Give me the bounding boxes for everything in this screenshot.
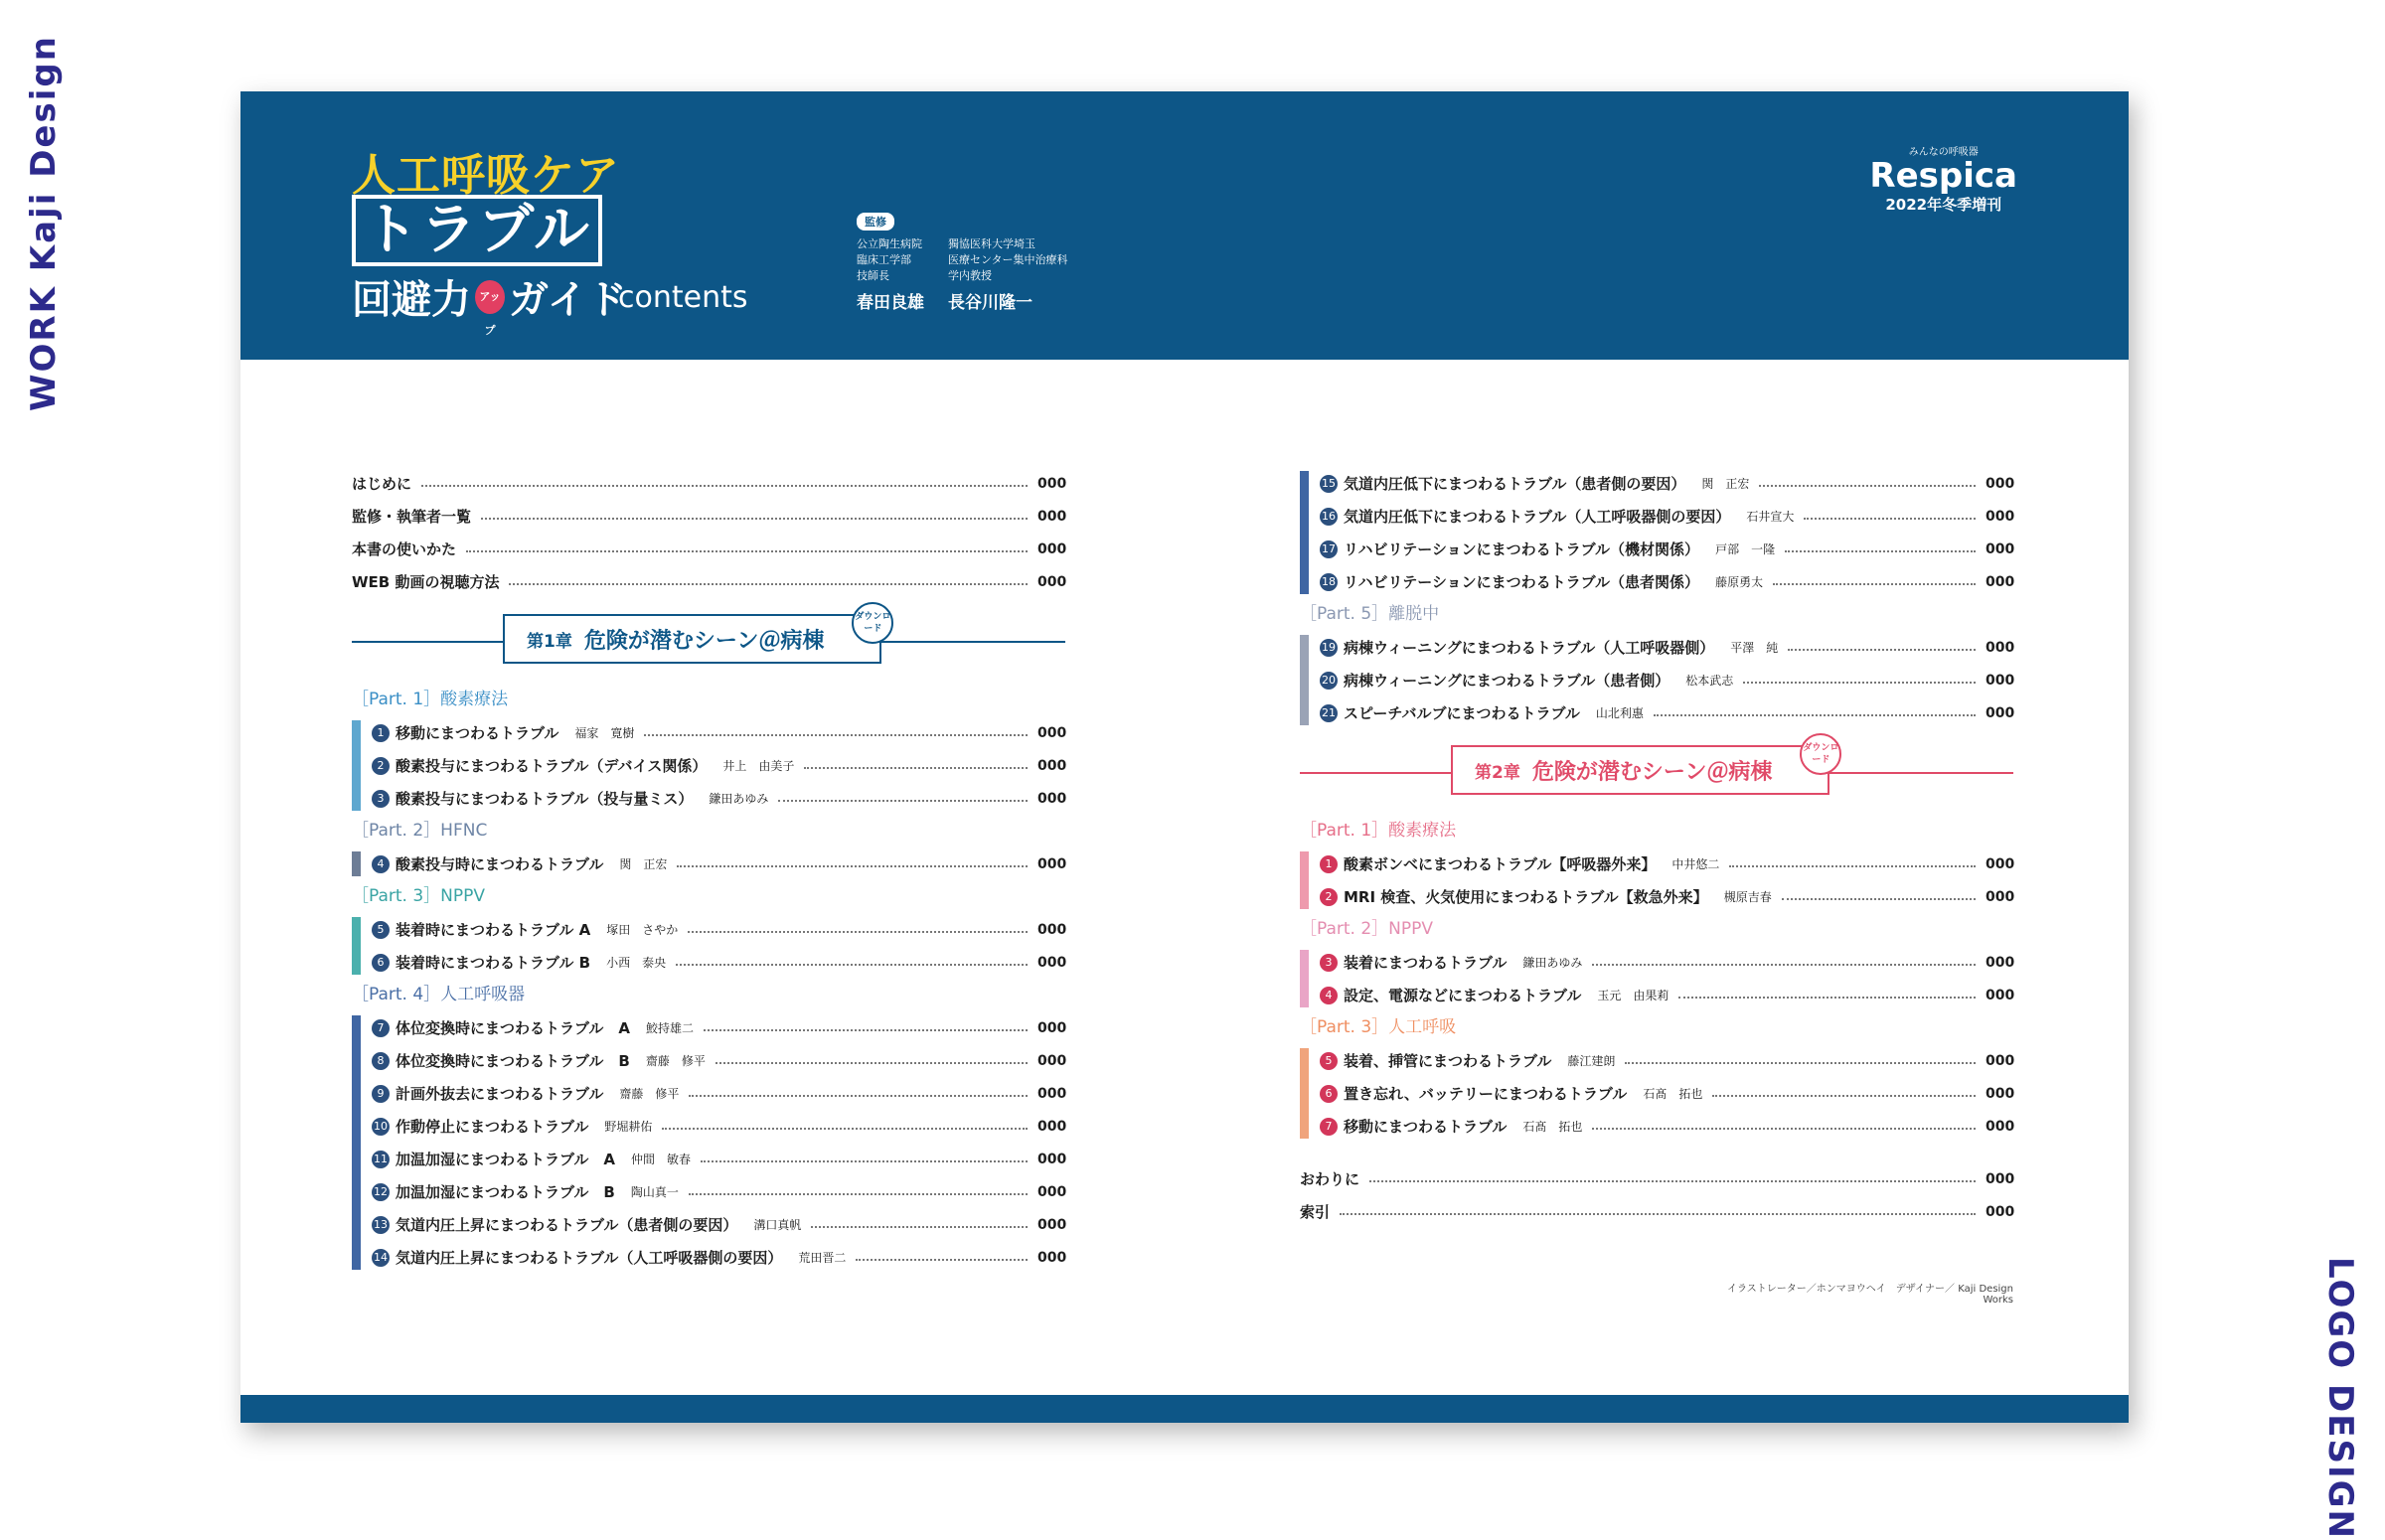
- title-line-3: [352, 268, 627, 337]
- supervisor-1: 公立陶生病院 臨床工学部 技師長 春田良雄: [857, 237, 924, 313]
- toc-entry[interactable]: [1300, 696, 2013, 729]
- entry-number-badge: 20: [1320, 672, 1338, 690]
- entry-author: 福家 寛樹: [574, 726, 635, 740]
- supervisor-2: 獨協医科大学埼玉 医療センター集中治療科 学内教授 長谷川隆一: [948, 237, 1068, 313]
- page-number: 000: [1037, 1118, 1067, 1135]
- toc-entry[interactable]: [1300, 1044, 2013, 1077]
- toc-entry[interactable]: [352, 1175, 1065, 1208]
- entry-title: リハビリテーションにまつわるトラブル（機材関係）: [1344, 540, 1700, 558]
- title-guide: ガイド: [509, 277, 627, 323]
- entry-author: 石井宣大: [1746, 510, 1795, 524]
- entry-title: 装着時にまつわるトラブル B: [396, 954, 591, 972]
- part-label: ［Part. 1］酸素療法: [1300, 821, 1457, 841]
- dot-leader: [1773, 583, 1976, 585]
- toc-entry[interactable]: [1300, 1077, 2013, 1110]
- entry-number-badge: 6: [372, 954, 390, 972]
- entry-title: 設定、電源などにまつわるトラブル: [1344, 987, 1582, 1004]
- page-number: 000: [1986, 1052, 2015, 1069]
- toc-entry[interactable]: [352, 749, 1065, 782]
- dot-leader: [804, 767, 1028, 769]
- entry-title: 酸素ボンベにまつわるトラブル【呼吸器外来】: [1344, 855, 1657, 873]
- page-number: 000: [1986, 1203, 2015, 1220]
- toc-entry[interactable]: [352, 533, 1065, 565]
- side-label-work: WORK Kaji Design: [24, 35, 64, 411]
- page-number: 000: [1037, 855, 1067, 872]
- entry-number-badge: 4: [1320, 987, 1338, 1004]
- entry-number-badge: 4: [372, 855, 390, 873]
- dot-leader: [1782, 898, 1976, 900]
- entry-number-badge: 2: [1320, 888, 1338, 906]
- entry-author: 陶山真一: [630, 1185, 679, 1199]
- entry-number-badge: 2: [372, 757, 390, 775]
- entry-title: 作動停止にまつわるトラブル: [396, 1118, 589, 1136]
- toc-entry[interactable]: [352, 565, 1065, 598]
- page-number: 000: [1037, 1151, 1067, 1167]
- supervision-tag: 監修: [857, 213, 894, 231]
- dot-leader: [677, 865, 1028, 867]
- part-label: ［Part. 1］酸素療法: [352, 690, 509, 709]
- entry-number-badge: 9: [372, 1085, 390, 1103]
- toc-entry[interactable]: [352, 1110, 1065, 1143]
- dot-leader: [1625, 1062, 1976, 1064]
- dot-leader: [1759, 485, 1976, 487]
- part-3-list: [352, 913, 1065, 979]
- dot-leader: [689, 1193, 1028, 1195]
- entry-title: 酸素投与にまつわるトラブル（デバイス関係）: [396, 757, 708, 775]
- chapter-2-heading: [1300, 739, 2013, 805]
- entry-number-badge: 19: [1320, 639, 1338, 657]
- part-label: ［Part. 2］NPPV: [1300, 919, 1434, 939]
- dot-leader: [1678, 997, 1976, 999]
- toc-entry[interactable]: [1300, 847, 2013, 880]
- chapter-1-heading: [352, 608, 1065, 674]
- entry-author: 関 正宏: [1701, 477, 1750, 491]
- entry-author: 溝口真帆: [753, 1218, 802, 1232]
- entry-title: 病棟ウィーニングにまつわるトラブル（患者側）: [1344, 672, 1670, 690]
- entry-number-badge: 16: [1320, 508, 1338, 526]
- part-1-list: [352, 716, 1065, 815]
- entry-number-badge: 17: [1320, 540, 1338, 558]
- brand-issue: 2022年冬季増刊: [1885, 196, 2002, 214]
- page-number: 000: [1986, 987, 2015, 1003]
- dot-leader: [704, 1029, 1028, 1031]
- entry-number-badge: 14: [372, 1249, 390, 1267]
- entry-title: 装着にまつわるトラブル: [1344, 954, 1508, 972]
- page-number: 000: [1037, 757, 1067, 774]
- dot-leader: [1592, 964, 1976, 966]
- entry-title: 病棟ウィーニングにまつわるトラブル（人工呼吸器側）: [1344, 639, 1715, 657]
- toc-entry[interactable]: [1300, 500, 2013, 533]
- dot-leader: [644, 734, 1028, 736]
- dot-leader: [1340, 1213, 1976, 1215]
- entry-author: 関 正宏: [619, 857, 668, 871]
- entry-number-badge: 12: [372, 1183, 390, 1201]
- toc-entry[interactable]: [1300, 880, 2013, 913]
- entry-title: 気道内圧低下にまつわるトラブル（人工呼吸器側の要因）: [1344, 508, 1731, 526]
- entry-title: 装着、挿管にまつわるトラブル: [1344, 1052, 1552, 1070]
- entry-author: 平澤 純: [1730, 641, 1779, 655]
- page-number: 000: [1037, 724, 1067, 741]
- toc-entry[interactable]: [1300, 1195, 2013, 1228]
- entry-number-badge: 10: [372, 1118, 390, 1136]
- entry-author: 藤原勇太: [1715, 575, 1764, 589]
- part-label: ［Part. 3］NPPV: [352, 886, 486, 906]
- dot-leader: [466, 550, 1028, 552]
- toc-entry[interactable]: [1300, 467, 2013, 500]
- title-line-2: トラブル: [352, 195, 602, 266]
- part-label: ［Part. 2］HFNC: [352, 821, 488, 841]
- entry-author: 小西 泰央: [606, 956, 667, 970]
- entry-number-badge: 6: [1320, 1085, 1338, 1103]
- ch2-part-3-list: [1300, 1044, 2013, 1143]
- dot-leader: [481, 518, 1028, 520]
- dot-leader: [1729, 865, 1976, 867]
- toc-entry[interactable]: [352, 1077, 1065, 1110]
- dot-leader: [1369, 1180, 1976, 1182]
- entry-number-badge: 7: [1320, 1118, 1338, 1136]
- entry-title: 気道内圧低下にまつわるトラブル（患者側の要因）: [1344, 475, 1686, 493]
- entry-author: 藤江建朗: [1567, 1054, 1616, 1068]
- entry-number-badge: 3: [1320, 954, 1338, 972]
- toc-entry[interactable]: [1300, 664, 2013, 696]
- entry-author: 荒田晋二: [798, 1251, 847, 1265]
- page-number: 000: [1037, 1216, 1067, 1233]
- toc-left-column: [352, 467, 1065, 1274]
- entry-number-badge: 21: [1320, 704, 1338, 722]
- page-number: 000: [1986, 704, 2015, 721]
- entry-author: 塚田 さやか: [606, 923, 679, 937]
- dot-leader: [856, 1259, 1028, 1261]
- entry-title: 置き忘れ、バッテリーにまつわるトラブル: [1344, 1085, 1628, 1103]
- entry-title: 移動にまつわるトラブル: [396, 724, 559, 742]
- entry-author: 野堀耕佑: [604, 1120, 653, 1134]
- ch2-part-1-list: [1300, 847, 2013, 913]
- entry-number-badge: 5: [1320, 1052, 1338, 1070]
- entry-title: 監修・執筆者一覧: [352, 508, 472, 526]
- supervisor-name: 長谷川隆一: [948, 293, 1033, 313]
- part-2-list: [352, 847, 1065, 880]
- contents-spread: [240, 91, 2129, 1423]
- page-number: 000: [1037, 954, 1067, 971]
- toc-entry[interactable]: [352, 1241, 1065, 1274]
- page-number: 000: [1037, 1019, 1067, 1036]
- entry-title: 酸素投与時にまつわるトラブル: [396, 855, 604, 873]
- page-number: 000: [1986, 1085, 2015, 1102]
- download-icon[interactable]: ダウンロード: [1800, 733, 1841, 775]
- dot-leader: [688, 931, 1028, 933]
- page-number: 000: [1986, 508, 2015, 525]
- dot-leader: [1804, 518, 1976, 520]
- entry-title: WEB 動画の視聴方法: [352, 573, 500, 591]
- page-number: 000: [1037, 921, 1067, 938]
- entry-title: 索引: [1300, 1203, 1331, 1221]
- part-4-list-continued: [1300, 467, 2013, 598]
- download-icon[interactable]: ダウンロード: [852, 602, 893, 644]
- entry-number-badge: 18: [1320, 573, 1338, 591]
- dot-leader: [1785, 550, 1976, 552]
- entry-number-badge: 1: [1320, 855, 1338, 873]
- toc-entry[interactable]: [1300, 946, 2013, 979]
- header-band: [240, 91, 2129, 360]
- entry-title: 体位変換時にまつわるトラブル B: [396, 1052, 630, 1070]
- part-label: ［Part. 3］人工呼吸: [1300, 1017, 1457, 1037]
- page-number: 000: [1986, 540, 2015, 557]
- entry-author: 槻原吉春: [1723, 890, 1772, 904]
- page-number: 000: [1037, 573, 1067, 590]
- entry-title: 装着時にまつわるトラブル A: [396, 921, 591, 939]
- dot-leader: [509, 583, 1028, 585]
- page-number: 000: [1986, 639, 2015, 656]
- dot-leader: [1788, 649, 1976, 651]
- toc-entry[interactable]: [1300, 533, 2013, 565]
- contents-label: contents: [618, 280, 748, 315]
- toc-entry[interactable]: [352, 500, 1065, 533]
- page-number: 000: [1037, 1249, 1067, 1266]
- entry-author: 仲間 敏春: [631, 1153, 692, 1166]
- page-number: 000: [1986, 954, 2015, 971]
- entry-title: 本書の使いかた: [352, 540, 457, 558]
- up-arrow-icon: アップ: [475, 280, 505, 314]
- dot-leader: [662, 1128, 1028, 1130]
- toc-entry[interactable]: [352, 467, 1065, 500]
- entry-author: 戸部 一隆: [1715, 542, 1776, 556]
- chapter-title-box: 第2章 危険が潜むシーン＠病棟 ダウンロード: [1451, 745, 1829, 795]
- dot-leader: [421, 485, 1028, 487]
- entry-number-badge: 15: [1320, 475, 1338, 493]
- page-number: 000: [1986, 1118, 2015, 1135]
- entry-author: 石髙 拓也: [1643, 1087, 1703, 1101]
- entry-number-badge: 7: [372, 1019, 390, 1037]
- dot-leader: [778, 800, 1028, 802]
- toc-entry[interactable]: [1300, 979, 2013, 1011]
- page-number: 000: [1986, 855, 2015, 872]
- dot-leader: [689, 1095, 1028, 1097]
- page-number: 000: [1986, 1170, 2015, 1187]
- entry-number-badge: 1: [372, 724, 390, 742]
- chapter-title-box: 第1章 危険が潜むシーン＠病棟 ダウンロード: [503, 614, 881, 664]
- dot-leader: [701, 1160, 1028, 1162]
- part-5-list: [1300, 631, 2013, 729]
- entry-title: スピーチバルブにまつわるトラブル: [1344, 704, 1580, 722]
- dot-leader: [1592, 1128, 1976, 1130]
- page-number: 000: [1037, 508, 1067, 525]
- page-number: 000: [1986, 573, 2015, 590]
- entry-number-badge: 5: [372, 921, 390, 939]
- toc-entry[interactable]: [1300, 631, 2013, 664]
- entry-title: リハビリテーションにまつわるトラブル（患者関係）: [1344, 573, 1700, 591]
- dot-leader: [1743, 682, 1976, 684]
- entry-title: 計画外抜去にまつわるトラブル: [396, 1085, 604, 1103]
- entry-author: 松本武志: [1685, 674, 1734, 688]
- toc-right-column: [1300, 467, 2013, 1228]
- toc-entry[interactable]: [352, 946, 1065, 979]
- supervision-block: [857, 211, 1068, 313]
- page-number: 000: [1037, 475, 1067, 492]
- magazine-brand: みんなの呼吸器 Respica 2022年冬季増刊: [1869, 147, 2017, 214]
- entry-author: 鮫持雄二: [646, 1021, 695, 1035]
- entry-author: 齋藤 修平: [619, 1087, 680, 1101]
- brand-name: Respica: [1869, 156, 2017, 196]
- toc-entry[interactable]: [1300, 565, 2013, 598]
- entry-author: 石髙 拓也: [1522, 1120, 1583, 1134]
- dot-leader: [676, 964, 1028, 966]
- toc-entry[interactable]: [352, 1011, 1065, 1044]
- entry-title: 加温加湿にまつわるトラブル A: [396, 1151, 616, 1168]
- entry-title: 加温加湿にまつわるトラブル B: [396, 1183, 615, 1201]
- entry-title: おわりに: [1300, 1170, 1360, 1188]
- part-4-list: [352, 1011, 1065, 1274]
- page-number: 000: [1986, 672, 2015, 689]
- part-label: ［Part. 5］離脱中: [1300, 604, 1440, 624]
- dot-leader: [811, 1226, 1028, 1228]
- entry-title: MRI 検査、火気使用にまつわるトラブル【救急外来】: [1344, 888, 1708, 906]
- page-number: 000: [1986, 475, 2015, 492]
- page-number: 000: [1986, 888, 2015, 905]
- footer-band: [240, 1395, 2129, 1423]
- entry-author: 中井悠二: [1671, 857, 1720, 871]
- entry-title: 移動にまつわるトラブル: [1344, 1118, 1508, 1136]
- supervisor-name: 春田良雄: [857, 293, 924, 313]
- toc-entry[interactable]: [352, 1044, 1065, 1077]
- dot-leader: [716, 1062, 1028, 1064]
- dot-leader: [1654, 714, 1976, 716]
- entry-title: 体位変換時にまつわるトラブル A: [396, 1019, 631, 1037]
- toc-entry[interactable]: [352, 913, 1065, 946]
- entry-author: 鎌田あゆみ: [1522, 956, 1583, 970]
- entry-author: 鎌田あゆみ: [709, 792, 769, 806]
- entry-number-badge: 13: [372, 1216, 390, 1234]
- entry-author: 齋藤 修平: [645, 1054, 706, 1068]
- entry-number-badge: 8: [372, 1052, 390, 1070]
- side-label-logo-design: LOGO DESIGN: [2320, 1257, 2360, 1540]
- toc-entry[interactable]: [352, 782, 1065, 815]
- page-number: 000: [1037, 1052, 1067, 1069]
- ch2-part-2-list: [1300, 946, 2013, 1011]
- entry-author: 玉元 由果莉: [1597, 989, 1670, 1002]
- toc-entry[interactable]: [352, 1208, 1065, 1241]
- toc-entry[interactable]: [352, 716, 1065, 749]
- toc-entry[interactable]: [352, 1143, 1065, 1175]
- entry-author: 山北利惠: [1595, 706, 1644, 720]
- entry-title: はじめに: [352, 475, 412, 493]
- entry-number-badge: 3: [372, 790, 390, 808]
- page-number: 000: [1037, 540, 1067, 557]
- dot-leader: [1712, 1095, 1976, 1097]
- credits: イラストレーター／ホンマヨウヘイ デザイナー／ Kaji Design Works: [1727, 1284, 2013, 1306]
- page-number: 000: [1037, 1183, 1067, 1200]
- page-number: 000: [1037, 1085, 1067, 1102]
- entry-title: 気道内圧上昇にまつわるトラブル（人工呼吸器側の要因）: [396, 1249, 783, 1267]
- toc-entry[interactable]: [1300, 1110, 2013, 1143]
- entry-title: 気道内圧上昇にまつわるトラブル（患者側の要因）: [396, 1216, 738, 1234]
- entry-title: 酸素投与にまつわるトラブル（投与量ミス）: [396, 790, 694, 808]
- title-line-1: 人工呼吸ケア: [352, 150, 620, 201]
- title-avoid: 回避力: [352, 277, 471, 323]
- entry-author: 井上 由美子: [722, 759, 795, 773]
- entry-number-badge: 11: [372, 1151, 390, 1168]
- toc-entry[interactable]: [352, 847, 1065, 880]
- part-label: ［Part. 4］人工呼吸器: [352, 985, 526, 1004]
- page-number: 000: [1037, 790, 1067, 807]
- toc-entry[interactable]: [1300, 1162, 2013, 1195]
